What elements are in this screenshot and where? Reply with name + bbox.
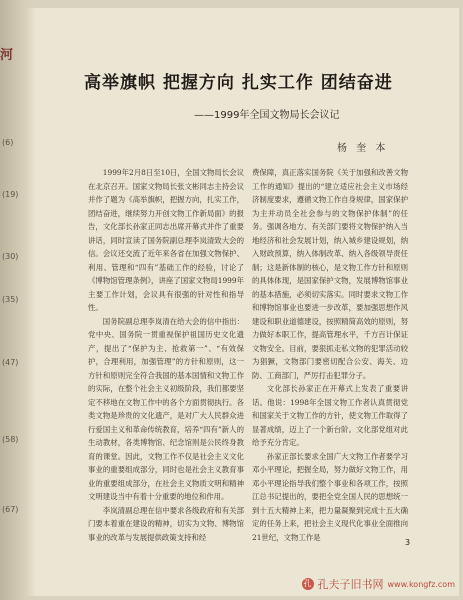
watermark-url: www.kongfz.com xyxy=(387,579,455,589)
body-paragraph: 李岚清副总理在信中要求各级政府和有关部门要本着重在建设的精神，切实为文物、博物馆事业的改革与发展提供政策支持和经 xyxy=(88,505,244,542)
body-paragraph: 费保障，真正落实国务院《关于加强和改善文物工作的通知》提出的“建立适应社会主义市场经济制度要求，遵循文物工作自身规律，国家保护为主并动员全社会参与的文物保护体制”的任务。强调各地方、有关部门要将文物保护纳入当地经济和社会发展计划，纳入城乡建设规划，纳入财政预算，纳入体制改革、纳入各级领导责任制；这是新体制的核心，是文物工作方针和原则的具体体现，是国家保护文物，发展博物馆事业的基本措施，必须切实落实。同时要求文物工作和博物馆事业也要进一步改革，要加强思想作风建设和职业道德建设，按照精简高效的原则，努力做好本职工作，提高管理水平，千方百计保证文物安全。目前，要狠抓走私文物的犯罪活动较为猖獗，文物部门要密切配合公安、海关、边防、工商部门，严厉打击犯罪分子。 xyxy=(252,168,408,380)
body-paragraph: 孙家正部长要求全国广大文物工作者要学习邓小平理论，把握全局，努力做好文物工作，用邓小平理论指导我们整个事业和各项工作，按照江总书记提出的，要把全党全国人民的思想统一到十五大精神上来，把力量凝聚到完成十五大确定的任务上来，把社会主义现代化事业全面推向21世纪，文物工作是 xyxy=(252,451,408,542)
watermark-logo-icon: 孔 xyxy=(303,579,312,588)
gutter-number: (47) xyxy=(2,358,19,367)
gutter-top-mark: 河 xyxy=(0,48,14,63)
gutter-number: (19) xyxy=(2,190,19,199)
body-paragraph: 国务院副总理李岚清在给大会的信中指出：党中央、国务院一贯重视保护祖国历史文化遗产，提出了“保护为主、抢救第一”、“有效保护，合理利用，加强管理”的方针和原则，这一方针和原则完全符合我国的基本国情和文物工作的实际，在整个社会主义初级阶段，我们都要坚定不移地在文物工作中的各个方面贯彻执行。各类文物是珍贵的文化遗产，是对广大人民群众进行爱国主义和革命传统教育，培养“四有”新人的生动教材，各类博物馆、纪念馆则是公民终身教育的课堂。因此，文物工作不仅是社会主义文化事业的重要组成部分，同时也是社会主义教育事业的重要组成部分，在社会主义物质文明和精神文明建设当中有着十分重要的地位和作用。 xyxy=(88,316,244,501)
body-column-left xyxy=(88,166,244,574)
body-column-right xyxy=(252,166,411,574)
binding-gutter xyxy=(0,0,36,600)
article-subtitle: ——1999年全国文物局长会议记 xyxy=(194,110,340,121)
gutter-number: (35) xyxy=(2,295,19,304)
gutter-number: (67) xyxy=(2,505,19,514)
body-paragraph: 1999年2月8日至10日，全国文物局长会议在北京召开。国家文物局长张文彬同志主持会议并作了题为《高举旗帜，把握方向，扎实工作，团结奋进，继续努力开创文物工作新局面》的报告，文化部长孙家正同志出席开幕式并作了重要讲话，同时宣读了国务院副总理李岚清致大会的信。会议还交流了近年来各省在加强文物保护、利用、管理和“四有”基础工作的经验，讨论了《博物馆管理条例》，讲座了国家文物局1999年主要工作计划，会议具有很强的针对性和指导性。 xyxy=(88,168,244,312)
gutter-number: (6) xyxy=(2,138,14,147)
watermark-text: 孔夫子旧书网 xyxy=(317,578,384,591)
article-author: 杨 奎 本 xyxy=(337,143,389,154)
gutter-number: (30) xyxy=(2,252,19,261)
article-title: 高举旗帜 把握方向 扎实工作 团结奋进 xyxy=(84,73,393,93)
page-number: 3 xyxy=(405,538,411,547)
body-paragraph: 文化部长孙家正在开幕式上发表了重要讲话。他说：1998年全国文物工作者认真贯彻党和国家关于文物工作的方针，使文物工作取得了显著成绩，迈上了一个新台阶。文化部党组对此给予充分肯定。 xyxy=(252,384,408,447)
watermark xyxy=(302,576,455,592)
gutter-number: (58) xyxy=(2,435,19,444)
